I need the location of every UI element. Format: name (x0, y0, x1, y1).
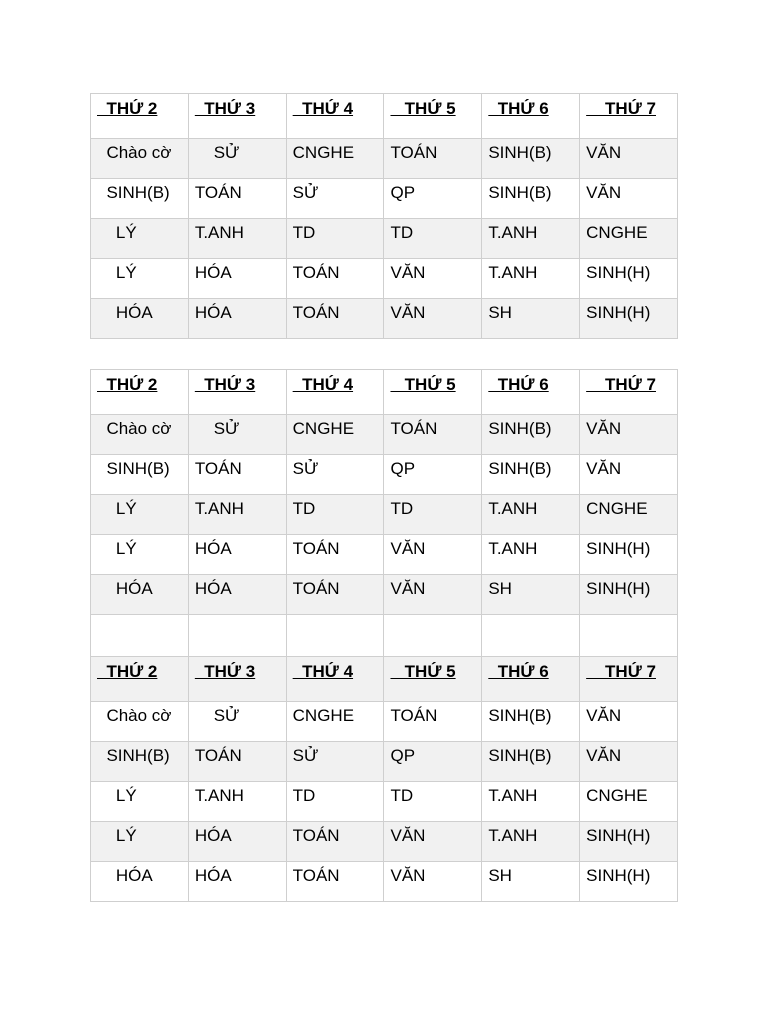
table-cell: LÝ (91, 219, 189, 259)
table-cell: TD (384, 782, 482, 822)
table-cell: VĂN (580, 455, 678, 495)
table-cell: VĂN (580, 179, 678, 219)
table-cell: QP (384, 742, 482, 782)
table-cell: SINH(B) (91, 455, 189, 495)
header-cell: THỨ 3 (188, 94, 286, 139)
table-cell: Chào cờ (91, 139, 189, 179)
table-cell: SỬ (286, 179, 384, 219)
table-cell: TOÁN (286, 575, 384, 615)
table-cell: TOÁN (286, 862, 384, 902)
table-row (91, 179, 678, 219)
header-cell: THỨ 5 (384, 657, 482, 702)
header-cell: THỨ 2 (91, 94, 189, 139)
empty-cell (580, 615, 678, 657)
header-cell: THỨ 4 (286, 94, 384, 139)
table-cell: TD (286, 782, 384, 822)
timetable-1 (90, 93, 678, 339)
header-cell: THỨ 6 (482, 657, 580, 702)
table-cell: CNGHE (286, 702, 384, 742)
header-cell: THỨ 5 (384, 370, 482, 415)
table-cell: HÓA (91, 862, 189, 902)
table-cell: SH (482, 575, 580, 615)
table-cell: VĂN (384, 299, 482, 339)
table-cell: TOÁN (384, 139, 482, 179)
header-cell: THỨ 2 (91, 370, 189, 415)
empty-cell (286, 615, 384, 657)
table-row (91, 702, 678, 742)
empty-cell (91, 615, 189, 657)
table-cell: VĂN (384, 862, 482, 902)
table-row (91, 219, 678, 259)
table-cell: HÓA (91, 575, 189, 615)
table-cell: TD (384, 219, 482, 259)
table-cell: LÝ (91, 822, 189, 862)
table-cell: VĂN (384, 822, 482, 862)
table-cell: TD (286, 495, 384, 535)
table-cell: SINH(H) (580, 535, 678, 575)
header-cell: THỨ 7 (580, 94, 678, 139)
table-cell: TD (286, 219, 384, 259)
timetable-3 (90, 656, 678, 902)
table-cell: T.ANH (188, 219, 286, 259)
table-cell: SỬ (286, 455, 384, 495)
table-cell: VĂN (580, 139, 678, 179)
table-row (91, 139, 678, 179)
table-cell: HÓA (188, 862, 286, 902)
table-cell: HÓA (188, 575, 286, 615)
header-cell: THỨ 3 (188, 657, 286, 702)
table-cell: HÓA (188, 822, 286, 862)
table-cell: T.ANH (482, 822, 580, 862)
table-cell: LÝ (91, 259, 189, 299)
header-cell: THỨ 4 (286, 657, 384, 702)
header-cell: THỨ 6 (482, 94, 580, 139)
table-cell: HÓA (188, 535, 286, 575)
header-cell: THỨ 7 (580, 370, 678, 415)
header-cell: THỨ 6 (482, 370, 580, 415)
table-row (91, 455, 678, 495)
table-cell: TOÁN (188, 742, 286, 782)
table-cell: SH (482, 862, 580, 902)
table-cell: SINH(B) (482, 179, 580, 219)
table-cell: CNGHE (580, 495, 678, 535)
table-cell: TOÁN (286, 535, 384, 575)
table-row (91, 822, 678, 862)
table-cell: LÝ (91, 495, 189, 535)
table-row (91, 535, 678, 575)
table-cell: TOÁN (384, 415, 482, 455)
table-cell: VĂN (384, 259, 482, 299)
table-cell: VĂN (580, 742, 678, 782)
table-cell: SINH(H) (580, 259, 678, 299)
empty-cell (384, 615, 482, 657)
table-row (91, 742, 678, 782)
table-cell: SỬ (188, 702, 286, 742)
table-cell: TOÁN (188, 455, 286, 495)
table-cell: SINH(B) (91, 742, 189, 782)
table-cell: TOÁN (286, 259, 384, 299)
table-cell: VĂN (384, 535, 482, 575)
table-row (91, 575, 678, 615)
table-cell: T.ANH (482, 535, 580, 575)
table-cell: SỬ (188, 139, 286, 179)
empty-cell (482, 615, 580, 657)
table-cell: SINH(B) (482, 455, 580, 495)
table-cell: T.ANH (188, 782, 286, 822)
table-cell: TOÁN (384, 702, 482, 742)
table-cell: SINH(B) (482, 139, 580, 179)
table-cell: Chào cờ (91, 415, 189, 455)
table-cell: SINH(H) (580, 822, 678, 862)
table-cell: QP (384, 455, 482, 495)
table-cell: SINH(H) (580, 299, 678, 339)
table-cell: TD (384, 495, 482, 535)
empty-cell (188, 615, 286, 657)
table-cell: TOÁN (286, 822, 384, 862)
table-row (91, 862, 678, 902)
empty-row (91, 615, 678, 657)
table-cell: HÓA (188, 299, 286, 339)
timetable-2 (90, 369, 678, 657)
table-cell: SỬ (188, 415, 286, 455)
table-cell: CNGHE (580, 219, 678, 259)
table-cell: SH (482, 299, 580, 339)
table-header-row (91, 370, 678, 415)
table-cell: SINH(B) (482, 702, 580, 742)
table-cell: TOÁN (286, 299, 384, 339)
table-cell: SỬ (286, 742, 384, 782)
table-cell: CNGHE (286, 415, 384, 455)
table-cell: SINH(B) (482, 742, 580, 782)
header-cell: THỨ 3 (188, 370, 286, 415)
table-cell: TOÁN (188, 179, 286, 219)
table-cell: CNGHE (580, 782, 678, 822)
header-cell: THỨ 4 (286, 370, 384, 415)
header-cell: THỨ 7 (580, 657, 678, 702)
table-cell: LÝ (91, 782, 189, 822)
table-cell: T.ANH (188, 495, 286, 535)
table-cell: HÓA (188, 259, 286, 299)
table-header-row (91, 657, 678, 702)
table-cell: T.ANH (482, 782, 580, 822)
table-header-row (91, 94, 678, 139)
table-cell: HÓA (91, 299, 189, 339)
table-row (91, 495, 678, 535)
table-cell: T.ANH (482, 219, 580, 259)
table-cell: CNGHE (286, 139, 384, 179)
table-row (91, 415, 678, 455)
header-cell: THỨ 5 (384, 94, 482, 139)
table-cell: Chào cờ (91, 702, 189, 742)
table-cell: SINH(B) (482, 415, 580, 455)
table-cell: T.ANH (482, 495, 580, 535)
table-cell: SINH(B) (91, 179, 189, 219)
header-cell: THỨ 2 (91, 657, 189, 702)
table-cell: T.ANH (482, 259, 580, 299)
table-cell: VĂN (384, 575, 482, 615)
table-cell: SINH(H) (580, 862, 678, 902)
table-cell: VĂN (580, 415, 678, 455)
table-row (91, 259, 678, 299)
table-cell: VĂN (580, 702, 678, 742)
table-cell: SINH(H) (580, 575, 678, 615)
table-row (91, 782, 678, 822)
table-row (91, 299, 678, 339)
table-cell: LÝ (91, 535, 189, 575)
table-cell: QP (384, 179, 482, 219)
